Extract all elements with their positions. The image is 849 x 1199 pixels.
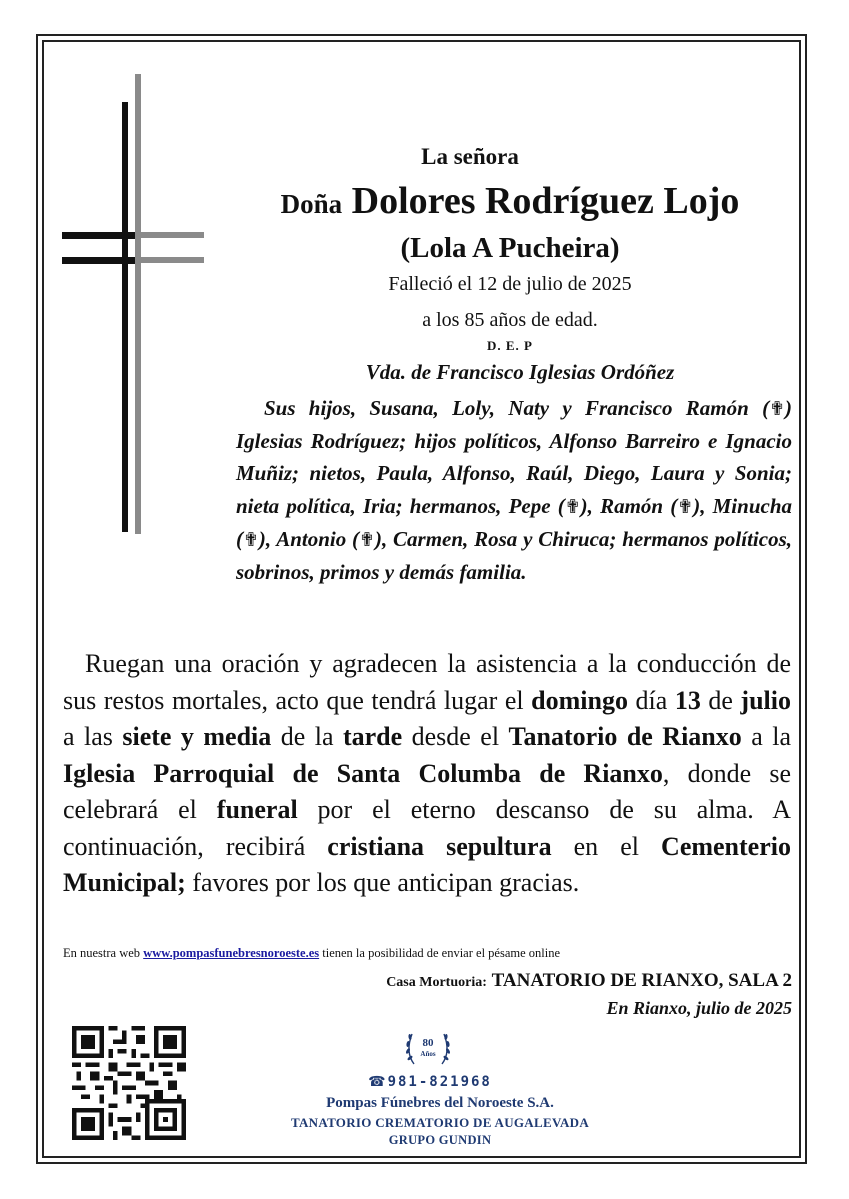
service-date: 13	[674, 685, 701, 715]
service-cemetery: Cementerio Municipal;	[63, 831, 791, 897]
service-fragment: desde el	[402, 722, 509, 751]
family-text: ), Carmen, Rosa y Chiruca; hermanos políticos, sobrinos, primos y demás familia.	[236, 526, 792, 585]
service-text	[63, 646, 791, 902]
cross-symbol-icon: ✟	[359, 528, 375, 551]
family-list	[236, 392, 792, 588]
service-fragment: de la	[271, 722, 343, 751]
age-text: a los 85 años de edad.	[422, 309, 598, 331]
intro-text: La señora	[421, 144, 519, 169]
service-time: siete y media	[122, 722, 272, 751]
crematorium-name: TANATORIO CREMATORIO DE AUGALEVADA	[290, 1115, 590, 1130]
service-day: domingo	[531, 685, 628, 715]
badge-text: Años	[420, 1050, 436, 1058]
casa-value: TANATORIO DE RIANXO, SALA 2	[491, 970, 792, 991]
service-fragment: favores por los que anticipan gracias.	[185, 868, 580, 897]
badge-number: 80	[422, 1037, 434, 1049]
group-name: GRUPO GUNDIN	[388, 1133, 492, 1147]
cross-symbol-icon: ✟	[677, 495, 694, 518]
family-text: ), Minucha (	[236, 493, 792, 551]
service-fragment: en el	[551, 831, 662, 861]
rip-text: D. E. P	[487, 338, 533, 353]
casa-label: Casa Mortuoria:	[386, 975, 487, 990]
family-text: Sus hijos, Susana, Loly, Naty y Francisco Ramón (	[264, 396, 770, 420]
service-funeral: funeral	[216, 795, 298, 824]
laurel-badge-icon	[400, 1024, 456, 1072]
service-month: julio	[740, 685, 791, 715]
funeral-home	[260, 970, 792, 992]
service-church: Iglesia Parroquial de Santa Columba de Rianxo	[63, 758, 663, 788]
widow-of: Vda. de Francisco Iglesias Ordóñez	[365, 360, 675, 384]
phone-icon: ☎	[368, 1074, 388, 1090]
service-fragment: a la	[741, 722, 792, 751]
service-fragment: por el eterno descanso de su alma. A continuación, recibirá	[63, 795, 791, 861]
service-fragment: a las	[63, 722, 123, 751]
family-text: ), Ramón (	[580, 493, 678, 518]
service-fragment: Ruegan una oración y agradecen la asistencia a la conducción de sus restos mortales, acto que tendrá lugar el	[63, 649, 791, 715]
phone-line	[280, 1074, 580, 1090]
service-fragment: de	[700, 685, 741, 715]
death-date: Falleció el 12 de julio de 2025	[388, 273, 632, 295]
service-period: tarde	[342, 722, 403, 751]
family-text: ) Iglesias Rodríguez; hijos políticos, Alfonso Barreiro e Ignacio Muñiz; nietos, Paula, Alfonso, Raúl, Diego, Laura y Sonia; nieta política, Iria; hermanos, Pepe (	[236, 396, 792, 518]
title-prefix: Doña	[280, 189, 343, 219]
cross-symbol-icon: ✟	[564, 495, 581, 518]
service-burial: cristiana sepultura	[327, 831, 552, 861]
cross-icon	[62, 74, 204, 534]
qr-code-icon[interactable]	[72, 1026, 186, 1140]
web-suffix: tienen la posibilidad de enviar el pésame online	[319, 946, 561, 960]
family-text: ), Antonio (	[258, 526, 360, 551]
web-notice	[63, 946, 793, 961]
service-fragment: día	[627, 685, 675, 715]
web-prefix: En nuestra web	[63, 946, 144, 960]
deceased-name	[200, 178, 820, 227]
phone-number: 981-821968	[387, 1074, 492, 1090]
place-date: En Rianxo, julio de 2025	[606, 998, 792, 1018]
service-origin: Tanatorio de Rianxo	[508, 722, 742, 751]
company-name: Pompas Fúnebres del Noroeste S.A.	[326, 1095, 554, 1111]
cross-symbol-icon: ✟	[243, 528, 259, 551]
nickname: (Lola A Pucheira)	[400, 232, 620, 264]
name-text: Dolores Rodríguez Lojo	[351, 180, 740, 222]
service-fragment: , donde se celebrará el	[63, 758, 792, 824]
cross-symbol-icon: ✟	[769, 398, 785, 420]
website-link[interactable]: www.pompasfunebresnoroeste.es	[143, 946, 320, 960]
